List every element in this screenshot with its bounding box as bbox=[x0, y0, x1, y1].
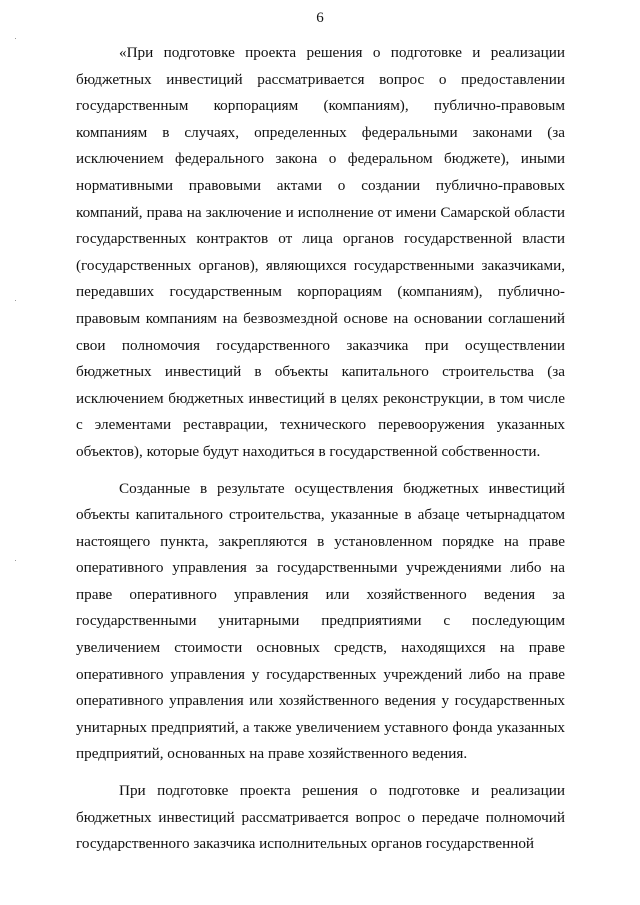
scan-speck bbox=[15, 560, 16, 561]
scan-speck bbox=[15, 300, 16, 301]
document-body bbox=[76, 40, 565, 858]
page-number: 6 bbox=[316, 10, 324, 26]
paragraph: «При подготовке проекта решения о подготовке и реализации бюджетных инвестиций рассматривается вопрос о предоставлении государственным корпорациям (компаниям), публично-правовым компаниям в случаях, определенных федеральными законами (за исключением федерального закона о федеральном бюджете), иными нормативными правовыми актами о создании публично-правовых компаний, права на заключение и исполнение от имени Самарской области государственных контрактов от лица органов государственной власти (государственных органов), являющихся государственными заказчиками, передавших государственным корпорациям (компаниям), публично-правовым компаниям на безвозмездной основе на основании соглашений свои полномочия государственного заказчика при осуществлении бюджетных инвестиций в объекты капитального строительства (за исключением бюджетных инвестиций в целях реконструкции, в том числе с элементами реставрации, технического перевооружения указанных объектов), которые будут находиться в государственной собственности. bbox=[76, 44, 565, 460]
scan-speck bbox=[15, 38, 16, 39]
paragraph: Созданные в результате осуществления бюджетных инвестиций объекты капитального строительства, указанные в абзаце четырнадцатом настоящего пункта, закрепляются в установленном порядке на праве оперативного управления за государственными учреждениями либо на праве оперативного управления или хозяйственного ведения за государственными унитарными предприятиями с последующим увеличением стоимости основных средств, находящихся на праве оперативного управления у государственных учреждений либо на праве оперативного управления или хозяйственного ведения у государственных унитарных предприятий, а также увеличением уставного фонда указанных предприятий, основанных на праве хозяйственного ведения. bbox=[76, 479, 565, 763]
paragraph: При подготовке проекта решения о подготовке и реализации бюджетных инвестиций рассматривается вопрос о передаче полномочий государственного заказчика исполнительных органов государственной bbox=[76, 782, 565, 853]
